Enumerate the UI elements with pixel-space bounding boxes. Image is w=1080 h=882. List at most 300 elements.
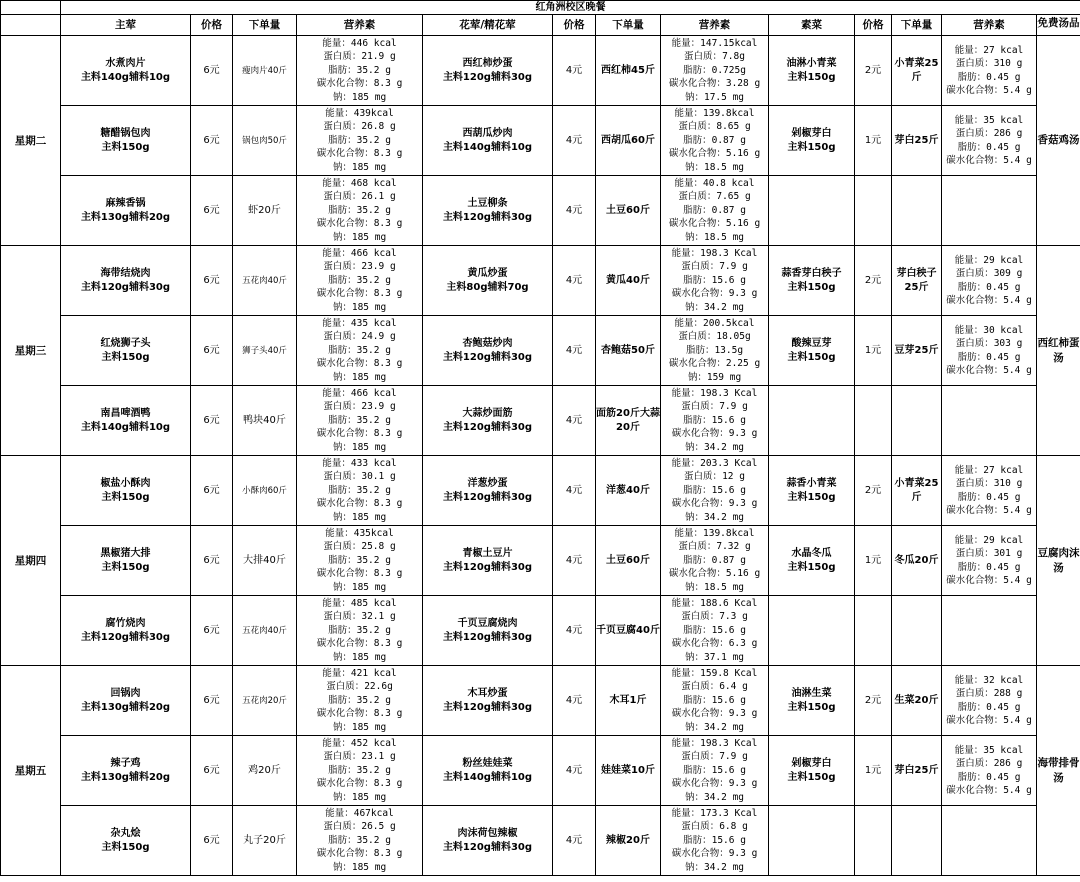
veg-dish-spec: 主料150g	[787, 561, 836, 573]
nutrition-line	[661, 317, 768, 331]
side-qty: 千页豆腐40斤	[596, 596, 661, 666]
nutrition-value: 0.45 g	[986, 281, 1021, 293]
nutrition-label: 能量：	[674, 177, 704, 189]
nutrition-line	[942, 561, 1036, 574]
nutrition-label: 蛋白质：	[681, 261, 720, 273]
nutrition-label: 脂肪：	[957, 701, 987, 713]
nutrition-label: 钠：	[332, 441, 352, 453]
nutrition-label: 钠：	[684, 161, 704, 173]
corner-cell	[1, 1, 61, 15]
nutrition-line	[661, 37, 768, 51]
veg-dish-spec: 主料150g	[787, 351, 836, 363]
side-nutrition-cell	[661, 666, 769, 736]
side-dish-name: 大蒜炒面筋	[462, 407, 513, 419]
table-row	[1, 456, 1080, 526]
nutrition-label: 能量：	[325, 107, 354, 119]
side-dish-spec: 主料80g辅料70g	[446, 281, 529, 293]
nutrition-value: 40.8 kcal	[703, 177, 755, 189]
nutrition-line	[297, 190, 422, 204]
nutrition-line	[297, 427, 422, 441]
nutrition-value: 8.3 g	[373, 848, 403, 860]
nutrition-label: 脂肪：	[957, 771, 987, 783]
nutrition-label: 碳水化合物：	[316, 358, 374, 370]
nutrition-value: 35.2 g	[356, 64, 391, 76]
nutrition-label: 碳水化合物：	[316, 218, 374, 230]
nutrition-line	[661, 470, 768, 484]
veg-dish-spec: 主料150g	[787, 701, 836, 713]
nutrition-value: 8.3 g	[373, 498, 403, 510]
main-nutrition-cell	[297, 246, 423, 316]
nutrition-value: 203.3 Kcal	[700, 457, 758, 469]
nutrition-label: 能量：	[325, 527, 354, 539]
main-dish-name: 麻辣香锅	[105, 197, 146, 209]
nutrition-label: 碳水化合物：	[668, 358, 726, 370]
nutrition-line	[297, 91, 422, 105]
nutrition-label: 脂肪：	[328, 624, 357, 636]
nutrition-label: 碳水化合物：	[946, 84, 1004, 96]
nutrition-line	[297, 134, 422, 148]
nutrition-label: 蛋白质：	[678, 191, 717, 203]
nutrition-label: 碳水化合物：	[671, 848, 729, 860]
nutrition-line	[661, 287, 768, 301]
nutrition-value: 185 mg	[351, 511, 387, 523]
veg-price: 2元	[855, 246, 892, 316]
nutrition-line	[942, 491, 1036, 504]
nutrition-value: 9.3 g	[728, 848, 758, 860]
main-nutrition-cell	[297, 36, 423, 106]
nutrition-line	[297, 484, 422, 498]
nutrition-label: 钠：	[684, 231, 704, 243]
nutrition-value: 185 mg	[351, 91, 387, 103]
table-row	[1, 596, 1080, 666]
nutrition-label: 蛋白质：	[955, 338, 994, 350]
side-qty: 洋葱40斤	[596, 456, 661, 526]
side-nutrition-cell	[661, 456, 769, 526]
empty-cell	[855, 806, 892, 876]
nutrition-line	[661, 457, 768, 471]
main-price: 6元	[191, 386, 233, 456]
nutrition-label: 蛋白质：	[955, 478, 994, 490]
nutrition-label: 蛋白质：	[323, 51, 362, 63]
side-price: 4元	[553, 596, 596, 666]
nutrition-line	[297, 204, 422, 218]
nutrition-value: 18.05g	[716, 331, 751, 343]
nutrition-value: 9.3 g	[728, 708, 758, 720]
nutrition-line	[942, 57, 1036, 70]
nutrition-value: 185 mg	[351, 301, 387, 313]
nutrition-label: 碳水化合物：	[316, 778, 374, 790]
nutrition-line	[661, 791, 768, 805]
nutrition-line	[661, 387, 768, 401]
veg-nutrition-cell	[942, 736, 1037, 806]
nutrition-line	[942, 71, 1036, 84]
nutrition-value: 185 mg	[351, 791, 387, 803]
main-dish-spec: 主料150g	[101, 491, 150, 503]
nutrition-label: 脂肪：	[957, 351, 987, 363]
nutrition-line	[661, 624, 768, 638]
nutrition-value: 8.3 g	[373, 148, 403, 160]
nutrition-line	[297, 861, 422, 875]
main-price: 6元	[191, 806, 233, 876]
nutrition-value: 34.2 mg	[703, 301, 745, 313]
nutrition-value: 8.3 g	[373, 708, 403, 720]
nutrition-label: 钠：	[687, 371, 707, 383]
day-label: 星期三	[1, 246, 61, 456]
nutrition-value: 0.45 g	[986, 71, 1021, 83]
nutrition-line	[661, 441, 768, 455]
veg-dish-name: 剁椒芽白	[791, 757, 832, 769]
nutrition-label: 脂肪：	[957, 491, 987, 503]
nutrition-line	[661, 400, 768, 414]
nutrition-label: 钠：	[332, 161, 352, 173]
nutrition-line	[297, 287, 422, 301]
nutrition-value: 185 mg	[351, 441, 387, 453]
nutrition-value: 439kcal	[353, 107, 394, 119]
nutrition-label: 脂肪：	[683, 274, 712, 286]
main-dish-spec: 主料150g	[101, 561, 150, 573]
nutrition-value: 18.5 mg	[703, 231, 745, 243]
nutrition-line	[942, 254, 1036, 267]
nutrition-label: 能量：	[954, 464, 984, 476]
main-price: 6元	[191, 316, 233, 386]
side-price: 4元	[553, 246, 596, 316]
nutrition-value: 29 kcal	[983, 254, 1024, 266]
nutrition-value: 5.16 g	[725, 218, 761, 230]
nutrition-value: 421 kcal	[350, 667, 397, 679]
veg-dish-cell	[769, 666, 855, 736]
nutrition-line	[661, 581, 768, 595]
nutrition-label: 碳水化合物：	[316, 638, 374, 650]
nutrition-line	[661, 371, 768, 385]
side-nutrition-cell	[661, 526, 769, 596]
nutrition-label: 蛋白质：	[955, 688, 994, 700]
nutrition-label: 碳水化合物：	[671, 708, 729, 720]
side-dish-cell	[423, 316, 553, 386]
side-dish-name: 西葫瓜炒肉	[462, 127, 513, 139]
side-dish-cell	[423, 666, 553, 736]
main-price: 6元	[191, 36, 233, 106]
veg-price: 2元	[855, 456, 892, 526]
nutrition-label: 能量：	[671, 597, 701, 609]
nutrition-value: 34.2 mg	[703, 791, 745, 803]
table-row	[1, 526, 1080, 596]
side-dish-name: 黄瓜炒蛋	[467, 267, 508, 279]
nutrition-value: 5.16 g	[725, 568, 761, 580]
nutrition-line	[942, 477, 1036, 490]
nutrition-line	[297, 651, 422, 665]
side-dish-spec: 主料120g辅料30g	[442, 351, 533, 363]
main-dish-cell	[61, 316, 191, 386]
side-dish-spec: 主料120g辅料30g	[442, 491, 533, 503]
nutrition-value: 34.2 mg	[703, 861, 745, 873]
veg-dish-name: 蒜香芽白秧子	[781, 267, 842, 279]
nutrition-label: 蛋白质：	[323, 261, 362, 273]
nutrition-label: 碳水化合物：	[316, 78, 374, 90]
nutrition-line	[297, 400, 422, 414]
nutrition-label: 碳水化合物：	[316, 708, 374, 720]
nutrition-label: 能量：	[322, 317, 351, 329]
nutrition-label: 脂肪：	[685, 344, 715, 356]
nutrition-label: 脂肪：	[683, 554, 712, 566]
veg-qty: 芽白25斤	[892, 736, 942, 806]
nutrition-label: 碳水化合物：	[316, 288, 374, 300]
header-main-qty: 下单量	[233, 15, 297, 36]
side-nutrition-cell	[661, 176, 769, 246]
nutrition-label: 蛋白质：	[684, 51, 723, 63]
empty-cell	[855, 386, 892, 456]
side-dish-cell	[423, 106, 553, 176]
main-price: 6元	[191, 246, 233, 316]
nutrition-label: 碳水化合物：	[668, 78, 726, 90]
nutrition-line	[661, 484, 768, 498]
side-nutrition-cell	[661, 316, 769, 386]
nutrition-value: 30 kcal	[983, 324, 1024, 336]
nutrition-line	[297, 107, 422, 121]
nutrition-line	[661, 190, 768, 204]
nutrition-line	[661, 667, 768, 681]
nutrition-line	[942, 114, 1036, 127]
nutrition-label: 能量：	[954, 44, 984, 56]
nutrition-label: 脂肪：	[957, 141, 987, 153]
nutrition-line	[297, 511, 422, 525]
nutrition-label: 钠：	[684, 441, 704, 453]
nutrition-label: 能量：	[671, 37, 701, 49]
nutrition-line	[297, 597, 422, 611]
nutrition-value: 9.3 g	[728, 428, 758, 440]
nutrition-value: 0.45 g	[986, 351, 1021, 363]
main-qty: 小酥肉60斤	[233, 456, 297, 526]
nutrition-line	[942, 504, 1036, 517]
table-row	[1, 176, 1080, 246]
nutrition-label: 能量：	[322, 387, 351, 399]
main-price: 6元	[191, 176, 233, 246]
nutrition-value: 9.3 g	[728, 288, 758, 300]
nutrition-line	[297, 414, 422, 428]
nutrition-line	[661, 610, 768, 624]
main-dish-name: 椒盐小酥肉	[100, 477, 151, 489]
main-dish-cell	[61, 456, 191, 526]
nutrition-line	[297, 707, 422, 721]
header-side-nutrition: 营养素	[661, 15, 769, 36]
main-dish-cell	[61, 666, 191, 736]
nutrition-line	[661, 107, 768, 121]
nutrition-value: 22.6g	[364, 681, 393, 693]
side-qty: 土豆60斤	[596, 526, 661, 596]
nutrition-line	[661, 540, 768, 554]
nutrition-label: 能量：	[674, 317, 704, 329]
nutrition-line	[942, 364, 1036, 377]
main-nutrition-cell	[297, 386, 423, 456]
nutrition-value: 185 mg	[351, 231, 387, 243]
side-price: 4元	[553, 176, 596, 246]
empty-cell	[892, 596, 942, 666]
nutrition-label: 脂肪：	[957, 561, 987, 573]
nutrition-label: 蛋白质：	[684, 471, 723, 483]
main-dish-cell	[61, 806, 191, 876]
nutrition-value: 17.5 mg	[703, 91, 745, 103]
nutrition-value: 7.32 g	[716, 541, 751, 553]
nutrition-label: 碳水化合物：	[668, 218, 726, 230]
nutrition-line	[661, 177, 768, 191]
main-nutrition-cell	[297, 176, 423, 246]
main-qty: 锅包肉50斤	[233, 106, 297, 176]
nutrition-value: 35.2 g	[356, 344, 391, 356]
nutrition-label: 蛋白质：	[955, 128, 994, 140]
nutrition-line	[297, 847, 422, 861]
nutrition-value: 466 kcal	[350, 387, 397, 399]
nutrition-line	[661, 721, 768, 735]
nutrition-line	[942, 574, 1036, 587]
main-dish-spec: 主料120g辅料30g	[80, 631, 171, 643]
day-header	[1, 15, 61, 36]
nutrition-value: 7.9 g	[719, 751, 748, 763]
nutrition-line	[297, 317, 422, 331]
nutrition-line	[297, 667, 422, 681]
main-dish-cell	[61, 176, 191, 246]
nutrition-value: 5.4 g	[1003, 364, 1032, 376]
nutrition-line	[297, 371, 422, 385]
nutrition-label: 钠：	[332, 231, 352, 243]
nutrition-value: 26.5 g	[361, 821, 396, 833]
nutrition-line	[942, 757, 1036, 770]
empty-cell	[942, 596, 1037, 666]
nutrition-line	[661, 847, 768, 861]
nutrition-line	[297, 457, 422, 471]
nutrition-label: 能量：	[674, 107, 704, 119]
nutrition-value: 8.3 g	[373, 358, 403, 370]
nutrition-value: 8.3 g	[373, 568, 403, 580]
nutrition-value: 6.8 g	[719, 821, 748, 833]
nutrition-label: 钠：	[684, 91, 704, 103]
nutrition-label: 能量：	[954, 114, 984, 126]
side-dish-spec: 主料120g辅料30g	[442, 561, 533, 573]
nutrition-line	[942, 267, 1036, 280]
side-dish-cell	[423, 36, 553, 106]
veg-nutrition-cell	[942, 106, 1037, 176]
nutrition-line	[297, 37, 422, 51]
main-qty: 鸭块40斤	[233, 386, 297, 456]
nutrition-label: 钠：	[684, 511, 704, 523]
nutrition-line	[942, 547, 1036, 560]
nutrition-line	[661, 820, 768, 834]
nutrition-value: 185 mg	[351, 861, 387, 873]
side-qty: 辣椒20斤	[596, 806, 661, 876]
side-nutrition-cell	[661, 386, 769, 456]
empty-cell	[942, 176, 1037, 246]
header-main-price: 价格	[191, 15, 233, 36]
nutrition-value: 0.725g	[711, 64, 746, 76]
side-dish-spec: 主料120g辅料30g	[442, 211, 533, 223]
nutrition-label: 能量：	[954, 674, 984, 686]
nutrition-value: 5.4 g	[1003, 294, 1032, 306]
nutrition-line	[297, 567, 422, 581]
side-price: 4元	[553, 806, 596, 876]
nutrition-line	[297, 330, 422, 344]
nutrition-line	[661, 330, 768, 344]
side-dish-name: 西红柿炒蛋	[462, 57, 513, 69]
nutrition-line	[297, 147, 422, 161]
nutrition-label: 脂肪：	[957, 71, 987, 83]
header-veg: 素菜	[769, 15, 855, 36]
nutrition-line	[942, 784, 1036, 797]
side-price: 4元	[553, 666, 596, 736]
header-main: 主荤	[61, 15, 191, 36]
nutrition-line	[661, 120, 768, 134]
side-price: 4元	[553, 36, 596, 106]
nutrition-value: 35.2 g	[356, 134, 391, 146]
main-dish-cell	[61, 526, 191, 596]
side-dish-name: 洋葱炒蛋	[467, 477, 508, 489]
nutrition-value: 23.9 g	[361, 261, 396, 273]
nutrition-label: 蛋白质：	[323, 121, 362, 133]
nutrition-line	[661, 301, 768, 315]
nutrition-value: 435kcal	[353, 527, 394, 539]
header-veg-nutrition: 营养素	[942, 15, 1037, 36]
table-row	[1, 806, 1080, 876]
nutrition-value: 185 mg	[351, 161, 387, 173]
nutrition-value: 25.8 g	[361, 541, 396, 553]
nutrition-value: 35.2 g	[356, 204, 391, 216]
side-dish-spec: 主料120g辅料30g	[442, 701, 533, 713]
main-dish-spec: 主料140g辅料10g	[80, 71, 171, 83]
nutrition-value: 0.87 g	[711, 204, 746, 216]
empty-cell	[942, 806, 1037, 876]
nutrition-line	[661, 707, 768, 721]
side-dish-cell	[423, 596, 553, 666]
nutrition-value: 5.16 g	[725, 148, 761, 160]
veg-dish-cell	[769, 526, 855, 596]
nutrition-line	[942, 44, 1036, 57]
nutrition-label: 蛋白质：	[681, 611, 720, 623]
side-dish-name: 杏鲍菇炒肉	[462, 337, 513, 349]
nutrition-value: 5.4 g	[1003, 84, 1032, 96]
nutrition-label: 脂肪：	[683, 414, 712, 426]
header-veg-qty: 下单量	[892, 15, 942, 36]
nutrition-value: 452 kcal	[350, 737, 397, 749]
nutrition-value: 198.3 Kcal	[700, 737, 758, 749]
main-nutrition-cell	[297, 456, 423, 526]
empty-cell	[769, 806, 855, 876]
veg-price: 1元	[855, 316, 892, 386]
nutrition-value: 0.87 g	[711, 134, 746, 146]
nutrition-label: 脂肪：	[328, 834, 357, 846]
nutrition-line	[942, 351, 1036, 364]
nutrition-line	[297, 217, 422, 231]
nutrition-label: 碳水化合物：	[671, 778, 729, 790]
veg-nutrition-cell	[942, 246, 1037, 316]
empty-cell	[892, 176, 942, 246]
nutrition-label: 能量：	[954, 534, 984, 546]
nutrition-label: 钠：	[332, 511, 352, 523]
main-dish-name: 杂丸烩	[110, 827, 141, 839]
nutrition-value: 5.4 g	[1003, 784, 1032, 796]
nutrition-line	[297, 274, 422, 288]
nutrition-line	[661, 511, 768, 525]
veg-price: 2元	[855, 36, 892, 106]
veg-dish-name: 油淋生菜	[791, 687, 832, 699]
day-label: 星期二	[1, 36, 61, 246]
nutrition-value: 3.28 g	[725, 78, 761, 90]
nutrition-label: 钠：	[684, 301, 704, 313]
nutrition-line	[942, 744, 1036, 757]
nutrition-value: 30.1 g	[361, 471, 396, 483]
nutrition-value: 6.4 g	[719, 681, 748, 693]
empty-cell	[942, 386, 1037, 456]
empty-cell	[855, 596, 892, 666]
nutrition-line	[942, 84, 1036, 97]
side-dish-name: 木耳炒蛋	[467, 687, 508, 699]
main-dish-spec: 主料130g辅料20g	[80, 701, 171, 713]
